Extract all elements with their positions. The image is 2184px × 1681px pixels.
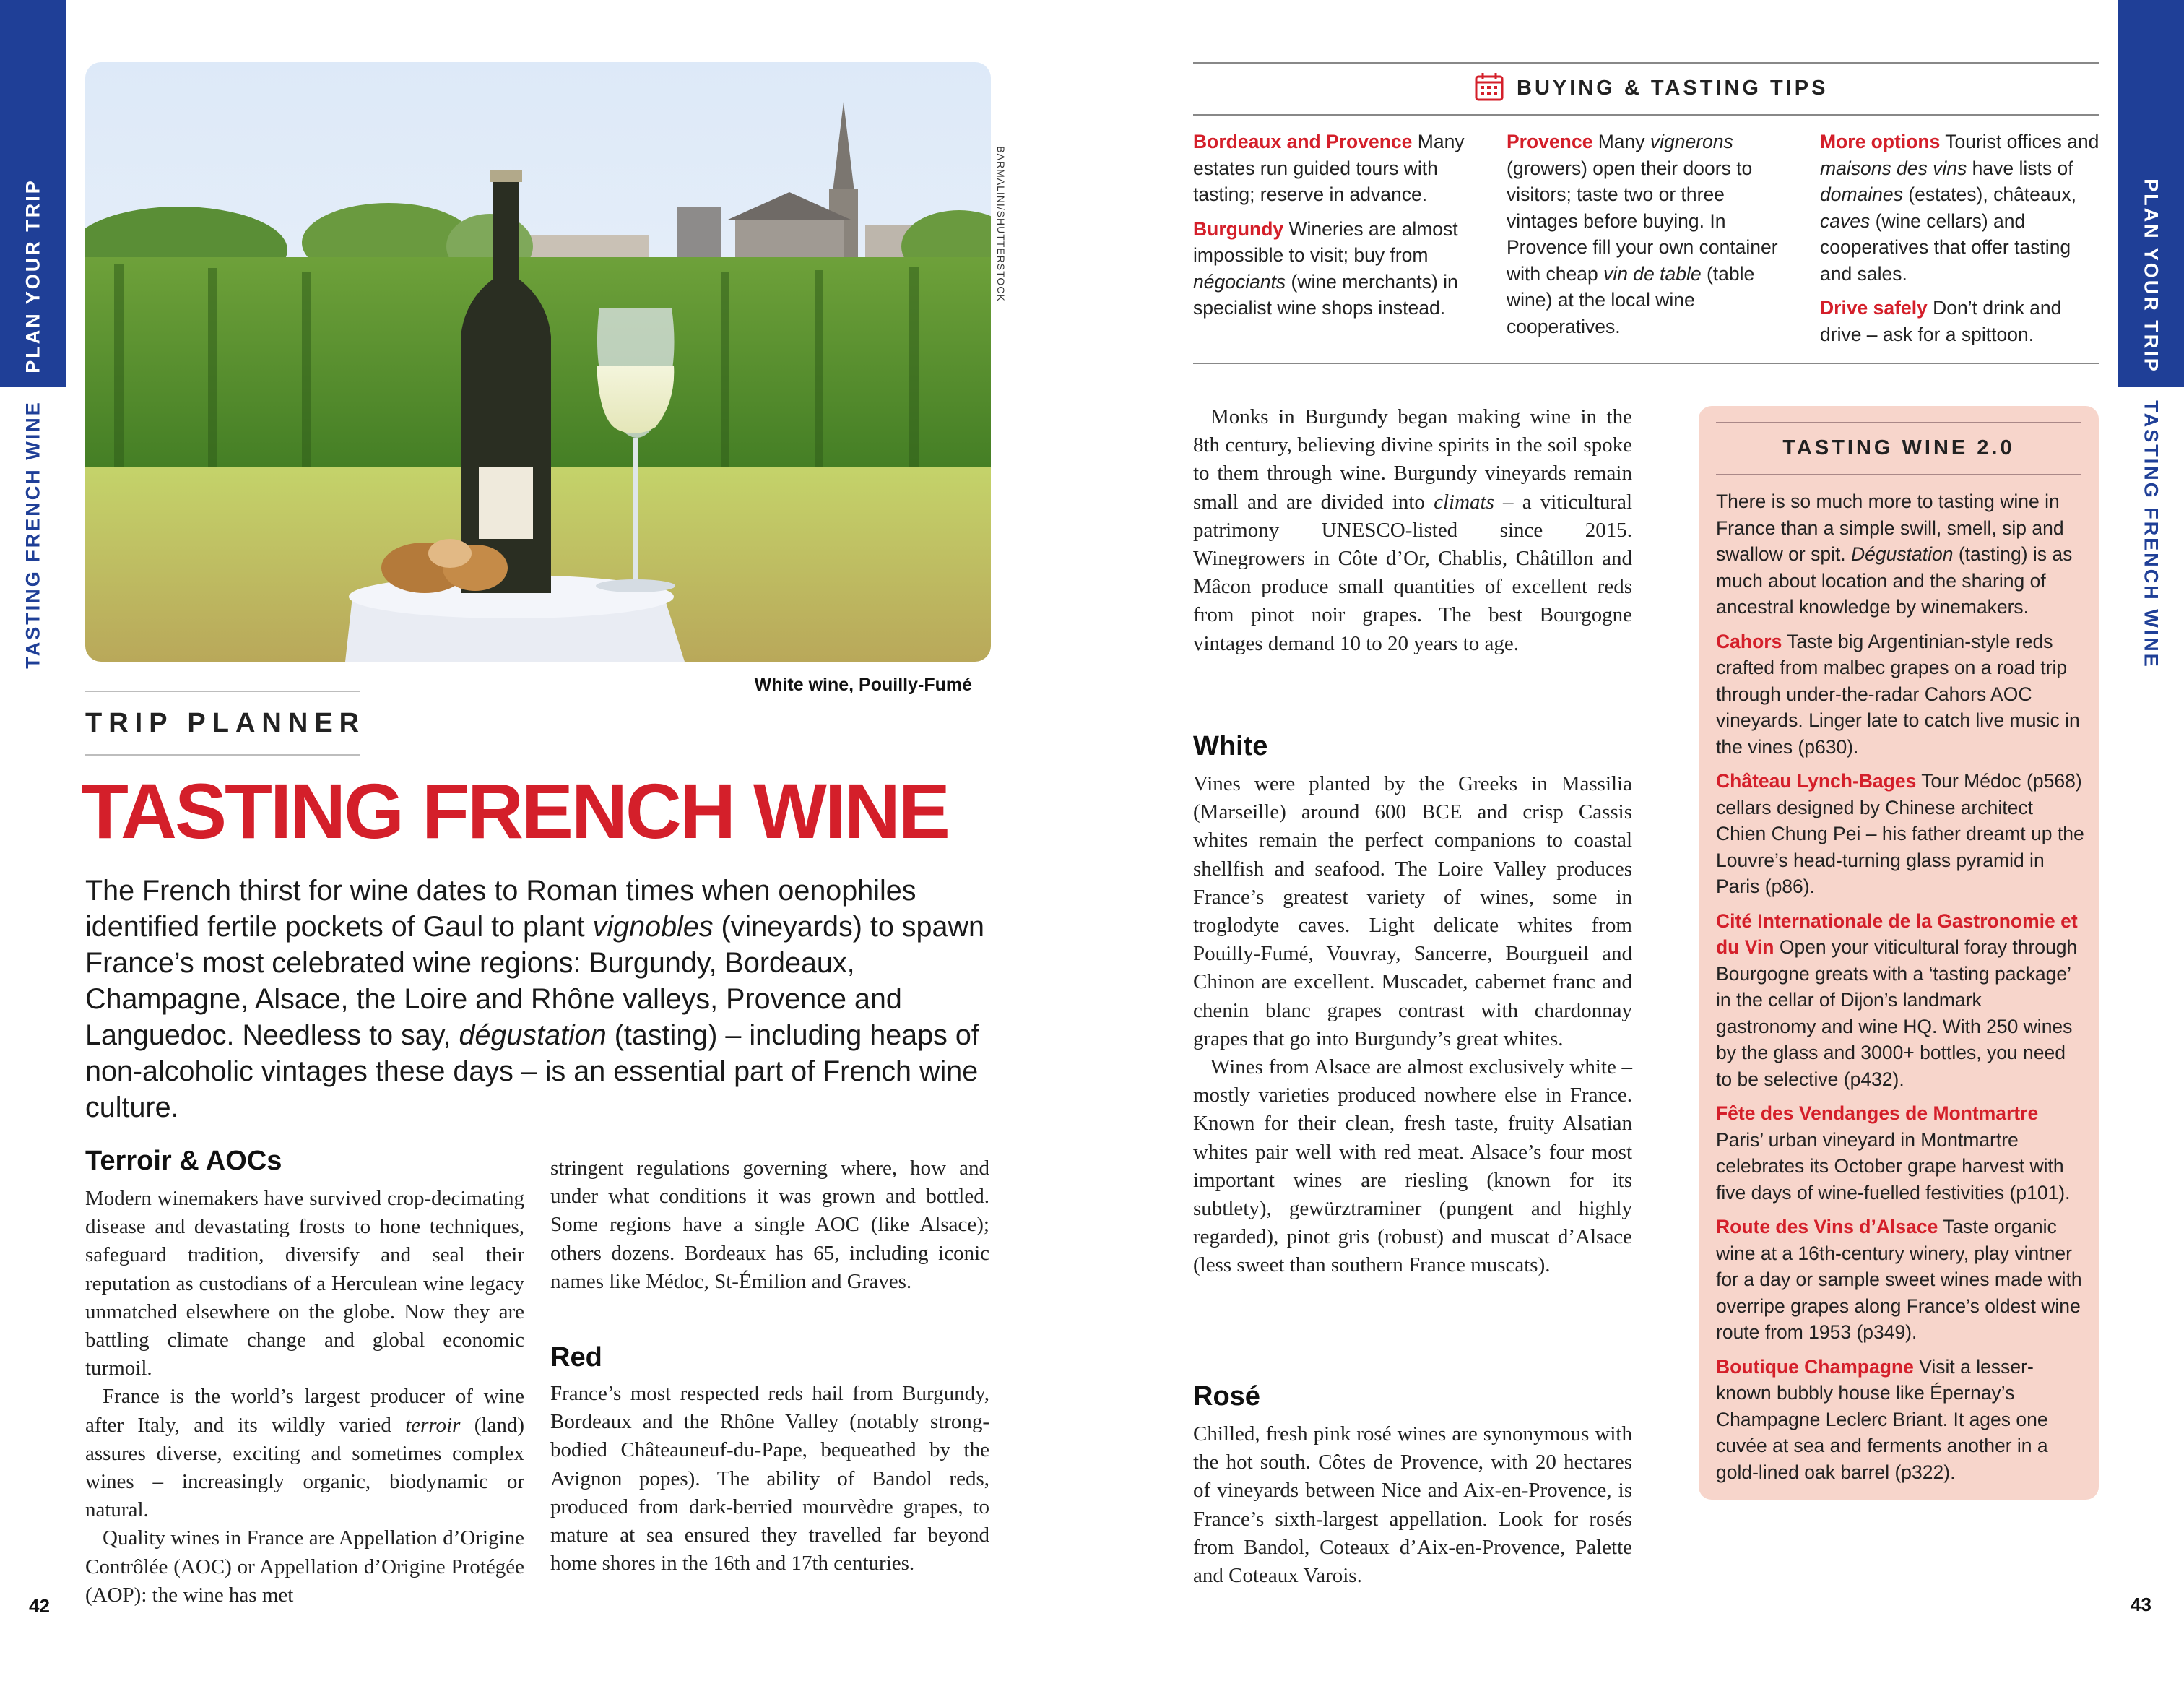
terroir-p4: stringent regulations governing where, how and under what conditions it was grown and bottled. Some regions have a single AOC (like Alsace); others dozens. Bordeaux has 65, including iconic names like Médoc, St-Émilion and Graves. — [550, 1157, 989, 1293]
terroir-p1: Modern winemakers have survived crop-decimating disease and devastating frosts to hone techniques, safeguard tradition, diversify and seal their reputation as custodians of a Herculean wine legacy unmatched elsewhere on the globe. Now they are battling climate change and global economic turmoil. — [85, 1187, 524, 1380]
tips-column-2 — [1507, 129, 1795, 347]
column-3 — [1193, 403, 1632, 658]
tip-drive-safely: Drive safely Don’t drink and drive – ask for a spittoon. — [1820, 297, 2062, 345]
kicker: TRIP PLANNER — [85, 708, 366, 738]
calendar-icon — [1473, 71, 1505, 103]
tips-rule-bottom — [1193, 363, 2099, 364]
column-2 — [550, 1154, 989, 1296]
box-rule-top — [1716, 422, 2081, 423]
tips-column-1 — [1193, 129, 1489, 329]
photo-credit: BARMALINI/SHUTTERSTOCK — [995, 146, 1007, 302]
white-p1: Vines were planted by the Greeks in Massilia (Marseille) around 600 BCE and crisp Cassis whites remain the perfect companions to coastal shellfish and seafood. The Loire Valley produces France’s greatest variety of wines, some in troglodyte caves. Light delicate whites from Pouilly-Fumé, Vouvray, Sancerre, Bourgueil and Chinon are excellent. Muscadet, cabernet franc and chenin blanc grapes contrast with chardonnay grapes that go into Burgundy’s great whites. — [1193, 772, 1632, 1050]
terroir-p3: Quality wines in France are Appellation d’Origine Contrôlée (AOC) or Appellation d’Origine Protégée (AOP): the wine has met — [85, 1526, 524, 1607]
terroir-p2: France is the world’s largest producer of wine after Italy, and its wildly varied terroir (land) assures diverse, exciting and sometimes complex wines – increasingly organic, biodynamic or natural. — [85, 1385, 524, 1522]
box-title: TASTING WINE 2.0 — [1782, 436, 2015, 459]
box-item: Château Lynch-Bages Tour Médoc (p568) cellars designed by Chinese architect Chien Chung Pei – his father dreamt up the Louvre’s head-turning glass pyramid in Paris (p86). — [1716, 770, 2084, 897]
intro-paragraph: The French thirst for wine dates to Roman times when oenophiles identified fertile pockets of Gaul to plant vignobles (vineyards) to spawn France’s most celebrated wine regions: Burgundy, Bordeaux, Champagne, Alsace, the Loire and Rhône valleys, Provence and Languedoc. Needless to say, dégustation (tasting) – including heaps of non-alcoholic vintages these days – is an essential part of French wine culture. — [85, 875, 984, 1123]
tip-more-options: More options Tourist offices and maisons des vins have lists of domaines (estates), châteaux, caves (wine cellars) and cooperatives that offer tasting and sales. — [1820, 131, 2100, 285]
tips-rule-mid — [1193, 114, 2099, 116]
page-number-right: 43 — [2131, 1594, 2152, 1615]
side-tab-right-label: PLAN YOUR TRIP — [2140, 178, 2162, 373]
kicker-rule-top — [85, 691, 360, 692]
rose-p1: Chilled, fresh pink rosé wines are synonymous with the hot south. Côtes de Provence, with 20 hectares of vineyards between Nice and Aix-en-Provence, is France’s sixth-largest appellation. Look for rosés from Bandol, Coteaux d’Aix-en-Provence, Palette and Coteaux Varois. — [1193, 1422, 1632, 1588]
section-label-left: TASTING FRENCH WINE — [22, 400, 44, 669]
box-rule-bottom — [1716, 474, 2081, 475]
heading-red: Red — [550, 1342, 602, 1373]
heading-white: White — [1193, 731, 1268, 761]
photo-caption: White wine, Pouilly-Fumé — [754, 675, 972, 695]
tip-bordeaux: Bordeaux and Provence Many estates run guided tours with tasting; reserve in advance. — [1193, 131, 1465, 205]
page-number-left: 42 — [29, 1595, 50, 1617]
tip-burgundy: Burgundy Wineries are almost impossible to visit; buy from négociants (wine merchants) in specialist wine shops instead. — [1193, 217, 1458, 319]
side-tab-left-label: PLAN YOUR TRIP — [22, 178, 44, 373]
box-text — [1716, 488, 2084, 1493]
page-title: TASTING FRENCH WINE — [81, 767, 948, 855]
tips-title: BUYING & TASTING TIPS — [1517, 77, 1829, 100]
heading-terroir: Terroir & AOCs — [85, 1146, 282, 1176]
red-p2: Monks in Burgundy began making wine in the 8th century, believing divine spirits in the soil spoke to them through wine. Burgundy vineyards remain small and are divided into climats – a viticultural patrimony UNESCO-listed since 2015. Winegrowers in Côte d’Or, Chablis, Châtillon and Mâcon produce small quantities of excellent reds from pinot noir grapes. The best Bourgogne vintages demand 10 to 20 years to age. — [1193, 405, 1632, 655]
tips-rule-top — [1193, 62, 2099, 64]
box-item: Route des Vins d’Alsace Taste organic wine at a 16th-century winery, play vintner for a day or sample sweet wines made with overripe grapes along France’s oldest wine route from 1953 (p349). — [1716, 1216, 2082, 1343]
wine-photo — [85, 62, 991, 662]
box-item: Cahors Taste big Argentinian-style reds crafted from malbec grapes on a road trip through under-the-radar Cahors AOC vineyards. Linger late to catch live music in the vines (p630). — [1716, 630, 2080, 758]
tip-provence: Provence Many vignerons (growers) open their doors to visitors; taste two or three vintages before buying. In Provence fill your own container with cheap vin de table (table wine) at the local wine cooperatives. — [1507, 131, 1778, 337]
box-intro: There is so much more to tasting wine in France than a simple swill, smell, sip and swallow or spit. Dégustation (tasting) is as much about location and the sharing of ancestral knowledge by winemakers. — [1716, 491, 2073, 618]
box-item: Fête des Vendanges de Montmartre Paris’ urban vineyard in Montmartre celebrates its October grape harvest with five days of wine-fuelled festivities (p101). — [1716, 1102, 2071, 1204]
rose-text — [1193, 1420, 1632, 1590]
kicker-rule-bottom — [85, 754, 360, 756]
red-p1: France’s most respected reds hail from Burgundy, Bordeaux and the Rhône Valley (notably strong-bodied Châteauneuf-du-Pape, bequeathed by the Avignon popes). The ability of Bandol reds, produced from dark-berried mourvèdre grapes, to mature at sea ensured they travelled far beyond home shores in the 16th and 17th centuries. — [550, 1382, 989, 1576]
column-1 — [85, 1185, 524, 1609]
red-text — [550, 1380, 989, 1578]
white-text — [1193, 770, 1632, 1280]
box-item: Boutique Champagne Visit a lesser-known bubbly house like Épernay’s Champagne Leclerc Briant. It ages one cuvée at sea and ferments another in a gold-lined oak barrel (p322). — [1716, 1355, 2048, 1483]
section-label-right: TASTING FRENCH WINE — [2140, 400, 2162, 669]
heading-rose: Rosé — [1193, 1381, 1260, 1412]
box-item: Cité Internationale de la Gastronomie et du Vin Open your viticultural foray through Bourgogne greats with a ‘tasting package’ in the cellar of Dijon’s landmark gastronomy and wine HQ. With 250 wines by the glass and 3000+ bottles, you need to be selective (p432). — [1716, 909, 2078, 1090]
white-p2: Wines from Alsace are almost exclusively white – mostly varieties produced nowhere else in France. Known for their clean, fresh taste, fruity Alsatian whites pair well with red meat. Alsace’s four most important wines are riesling (known for its subtlety), gewürztraminer (pungent and highly regarded), pinot gris (robust) and muscat d’Alsace (less sweet than southern France muscats). — [1193, 1055, 1632, 1277]
tips-column-3 — [1820, 129, 2102, 355]
